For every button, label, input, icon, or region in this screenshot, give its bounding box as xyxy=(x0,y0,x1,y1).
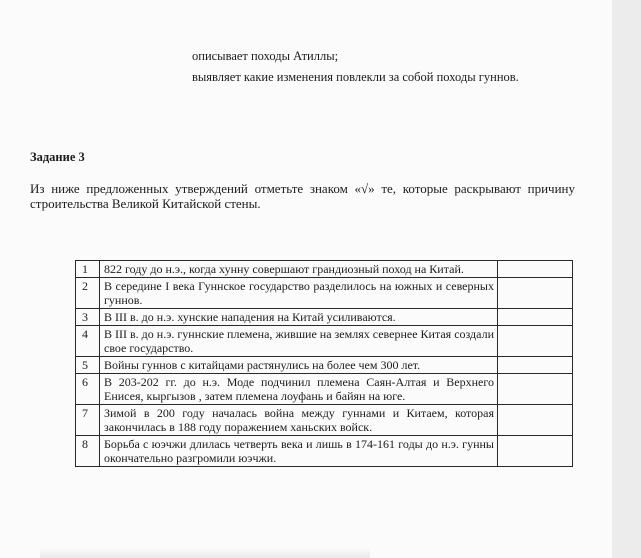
mark-cell[interactable] xyxy=(498,326,573,357)
mark-cell[interactable] xyxy=(498,261,573,278)
statement-text: Борьба с юэчжи длилась четверть века и лишь в 174-161 годы до н.э. гунны окончательно разгромили юэчжи. xyxy=(100,436,498,467)
statement-text: Войны гуннов с китайцами растянулись на более чем 300 лет. xyxy=(100,357,498,374)
task-heading: Задание 3 xyxy=(30,150,85,164)
table-row xyxy=(76,405,573,436)
statement-text: В середине I века Гуннское государство разделилось на южных и северных гуннов. xyxy=(100,278,498,309)
table-row xyxy=(76,309,573,326)
row-number: 5 xyxy=(76,357,100,374)
table-row xyxy=(76,357,573,374)
statement-text: В III в. до н.э. хунские нападения на Китай усиливаются. xyxy=(100,309,498,326)
task-instruction: Из ниже предложенных утверждений отметьте знаком «√» те, которые раскрывают причину строительства Великой Китайской стены. xyxy=(30,181,575,211)
table-row xyxy=(76,436,573,467)
mark-cell[interactable] xyxy=(498,357,573,374)
row-number: 3 xyxy=(76,309,100,326)
table-row xyxy=(76,261,573,278)
statement-text: В 203-202 гг. до н.э. Моде подчинил племена Саян-Алтая и Верхнего Енисея, кыргызов , затем племена лоуфань и байян на юге. xyxy=(100,374,498,405)
row-number: 2 xyxy=(76,278,100,309)
row-number: 1 xyxy=(76,261,100,278)
intro-line-huns-changes: выявляет какие изменения повлекли за собой походы гуннов. xyxy=(192,70,519,84)
statement-text: Зимой в 200 году началась война между гуннами и Китаем, которая закончилась в 188 году поражением ханьских войск. xyxy=(100,405,498,436)
table-row xyxy=(76,374,573,405)
mark-cell[interactable] xyxy=(498,309,573,326)
intro-line-attila: описывает походы Атиллы; xyxy=(192,49,339,63)
mark-cell[interactable] xyxy=(498,374,573,405)
bottom-shadow xyxy=(40,548,370,558)
row-number: 7 xyxy=(76,405,100,436)
statement-text: 822 году до н.э., когда хунну совершают грандиозный поход на Китай. xyxy=(100,261,498,278)
mark-cell[interactable] xyxy=(498,278,573,309)
statements-table xyxy=(75,260,573,467)
side-margin xyxy=(612,0,641,558)
mark-cell[interactable] xyxy=(498,405,573,436)
statement-text: В III в. до н.э. гуннские племена, жившие на землях севернее Китая создали свое государство. xyxy=(100,326,498,357)
mark-cell[interactable] xyxy=(498,436,573,467)
row-number: 6 xyxy=(76,374,100,405)
row-number: 8 xyxy=(76,436,100,467)
row-number: 4 xyxy=(76,326,100,357)
table-row xyxy=(76,278,573,309)
table-row xyxy=(76,326,573,357)
